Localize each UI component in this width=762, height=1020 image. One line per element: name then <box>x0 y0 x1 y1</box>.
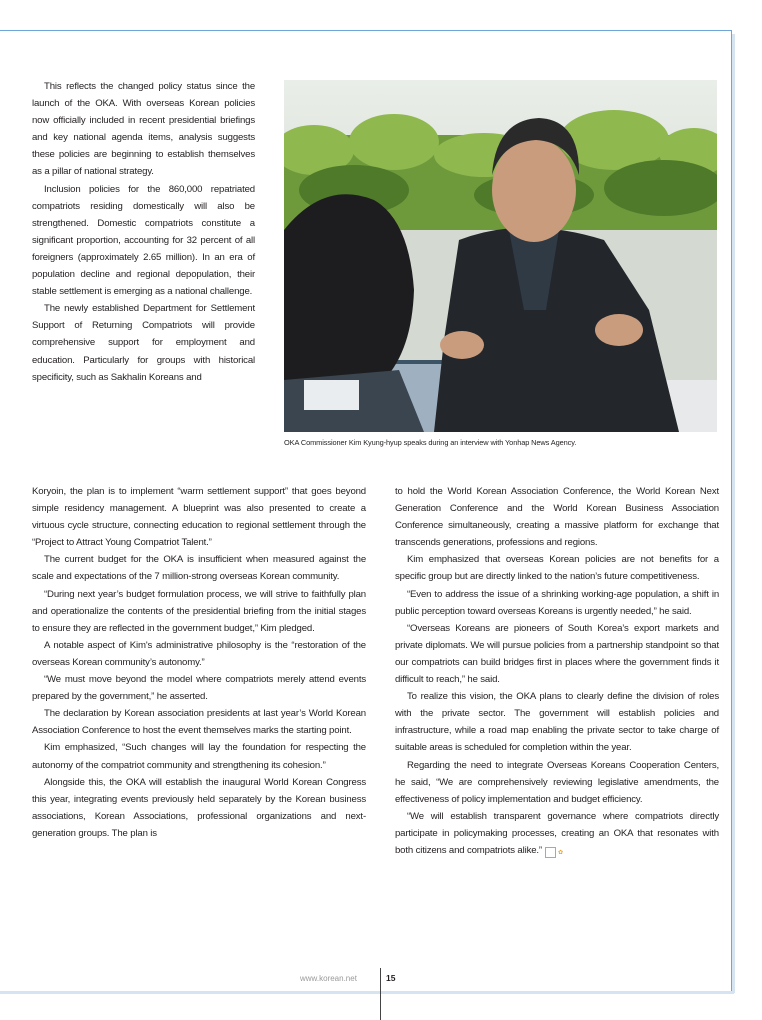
paragraph: The declaration by Korean association presidents at last year’s World Korean Association Conference to host the event themselves marks the starting point. <box>32 708 366 737</box>
frame-shadow-bottom <box>0 991 734 994</box>
page-number: 15 <box>386 973 396 983</box>
paragraph: Koryoin, the plan is to implement “warm settlement support” that goes beyond simple residency management. A blueprint was also presented to create a virtuous cycle structure, connecting education to regional settlement through the “Project to Attract Young Compatriot Talent.” <box>32 486 366 549</box>
paragraph: “Even to address the issue of a shrinking working-age population, a shift in public perception toward overseas Koreans is urgently needed,” he said. <box>395 588 719 617</box>
interview-photo <box>284 80 717 432</box>
article-column-right <box>395 483 719 859</box>
article-column-top <box>32 78 255 386</box>
article-column-left <box>32 483 366 842</box>
footer-site: www.korean.net <box>300 974 357 983</box>
frame-shadow-right <box>732 34 735 993</box>
paragraph: “During next year’s budget formulation process, we will strive to faithfully plan and operationalize the contents of the presidential briefing from the initial stages to ensure they are reflected in the government budget,” Kim pledged. <box>32 588 366 634</box>
paragraph: The current budget for the OKA is insufficient when measured against the scale and expectations of the 7 million-strong overseas Korean community. <box>32 554 366 583</box>
paragraph: Kim emphasized that overseas Korean policies are not benefits for a specific group but are directly linked to the nation’s future competitiveness. <box>395 554 719 583</box>
paragraph <box>395 808 719 859</box>
paragraph: Regarding the need to integrate Overseas Koreans Cooperation Centers, he said, “We are comprehensively reviewing legislative amendments, the effectiveness of policy implementation and budget efficiency. <box>395 759 719 805</box>
paragraph: Kim emphasized, “Such changes will lay the foundation for respecting the autonomy of the compatriot community and strengthening its cohesion.” <box>32 742 366 771</box>
paragraph: The newly established Department for Settlement Support of Returning Compatriots will provide comprehensive support for employment and education. Particularly for groups with historical specificity, such as Sakhalin Koreans and <box>32 303 255 383</box>
paragraph: This reflects the changed policy status since the launch of the OKA. With overseas Korean policies now officially included in recent presidential briefings and key national agenda items, analysis suggests these policies are beginning to establish themselves as a pillar of national strategy. <box>32 81 255 178</box>
paragraph: Inclusion policies for the 860,000 repatriated compatriots residing domestically will also be strengthened. Domestic compatriots constitute a significant proportion, accounting for 32 percent of all foreigners (approximately 2.65 million). In an era of population decline and regional depopulation, their stable settlement is emerging as a national challenge. <box>32 183 255 298</box>
photo-caption: OKA Commissioner Kim Kyung-hyup speaks during an interview with Yonhap News Agency. <box>284 438 577 447</box>
paragraph: Alongside this, the OKA will establish the inaugural World Korean Congress this year, integrating events previously held separately by the Korean business associations, Korean Associations, professional organizations and next-generation groups. The plan is <box>32 776 366 839</box>
paragraph: To realize this vision, the OKA plans to clearly define the division of roles with the private sector. The government will establish policies and infrastructure, while a road map enabling the private sector to take charge of suitable areas is scheduled for completion within the year. <box>395 691 719 754</box>
paragraph: “Overseas Koreans are pioneers of South Korea’s export markets and private diplomats. We will pursue policies from a partnership standpoint so that our compatriots can build bridges first in places where the government finds it difficult to reach,” he said. <box>395 622 719 686</box>
footer-divider <box>380 968 381 1020</box>
end-mark-icon: ✿ <box>545 847 556 858</box>
paragraph: A notable aspect of Kim's administrative philosophy is the “restoration of the overseas Korean community’s autonomy.” <box>32 639 366 668</box>
paragraph: to hold the World Korean Association Conference, the World Korean Next Generation Conference and the World Korean Business Association Conference simultaneously, creating a massive platform for exchange that transcends generations, professions and regions. <box>395 486 719 549</box>
paragraph: “We must move beyond the model where compatriots merely attend events prepared by the government,” he asserted. <box>32 674 366 703</box>
paragraph-text: “We will establish transparent governance where compatriots directly participate in policymaking processes, creating an OKA that resonates with both citizens and compatriots alike.” <box>395 810 719 856</box>
